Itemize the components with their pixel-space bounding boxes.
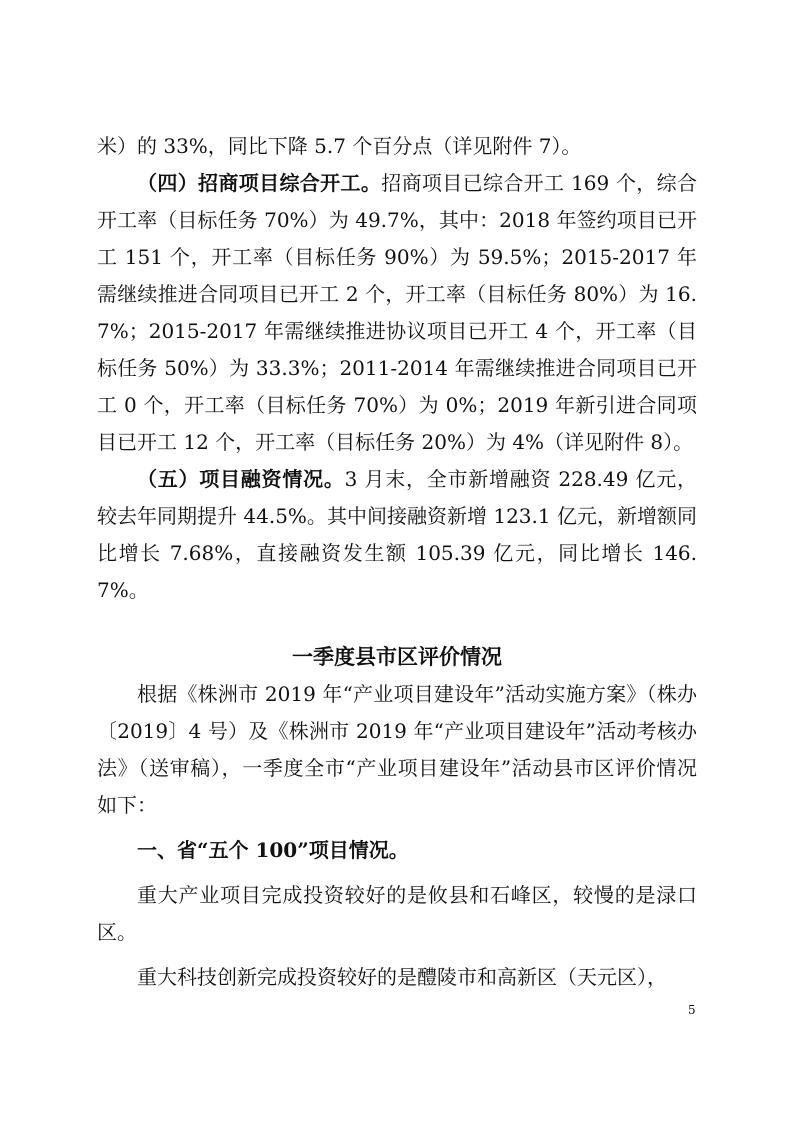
paragraph-investment-start	[97, 165, 697, 461]
paragraph-major-industry-projects: 重大产业项目完成投资较好的是攸县和石峰区，较慢的是渌口区。	[97, 883, 697, 944]
spacer	[97, 951, 697, 959]
page-content	[97, 128, 697, 996]
paragraph-evaluation-basis: 根据《株洲市 2019 年“产业项目建设年”活动实施方案》（株办〔2019〕4 号）及《株洲市 2019 年“产业项目建设年”活动考核办法》（送审稿），一季度全市“产业项目建设年”活动县市区评价情况如下：	[97, 682, 697, 817]
paragraph-label: （四）招商项目综合开工。	[137, 171, 382, 195]
paragraph-continuation: 米）的 33%，同比下降 5.7 个百分点（详见附件 7）。	[97, 134, 582, 158]
paragraph-body: 招商项目已综合开工 169 个，综合开工率（目标任务 70%）为 49.7%，其中：2018 年签约项目已开工 151 个，开工率（目标任务 90%）为 59.5%；2015-2017 年需继续推进合同项目已开工 2 个，开工率（目标任务 80%）为 16.7%；2015-2017 年需继续推进协议项目已开工 4 个，开工率（目标任务 50%）为 33.3%；2011-2014 年需继续推进合同项目已开工 0 个，开工率（目标任务 70%）为 0%；2019 年新引进合同项目已开工 12 个，开工率（目标任务 20%）为 4%（详见附件 8）。	[97, 171, 698, 454]
section-heading: 一季度县市区评价情况	[292, 645, 502, 669]
spacer	[97, 869, 697, 877]
paragraph-project-financing	[97, 461, 697, 609]
paragraph-label: （五）项目融资情况。	[137, 467, 345, 491]
spacer	[97, 609, 697, 639]
spacer	[97, 824, 697, 832]
subheading-provincial-projects: 一、省“五个 100”项目情况。	[137, 838, 409, 862]
page-number: 5	[688, 1003, 696, 1017]
paragraph-major-tech-innovation: 重大科技创新完成投资较好的是醴陵市和高新区（天元区），	[137, 965, 667, 989]
paragraph-body: 3 月末，全市新增融资 228.49 亿元，较去年同期提升 44.5%。其中间接融资新增 123.1 亿元，新增额同比增长 7.68%，直接融资发生额 105.39 亿元，同比增长 146.7%。	[97, 467, 697, 602]
